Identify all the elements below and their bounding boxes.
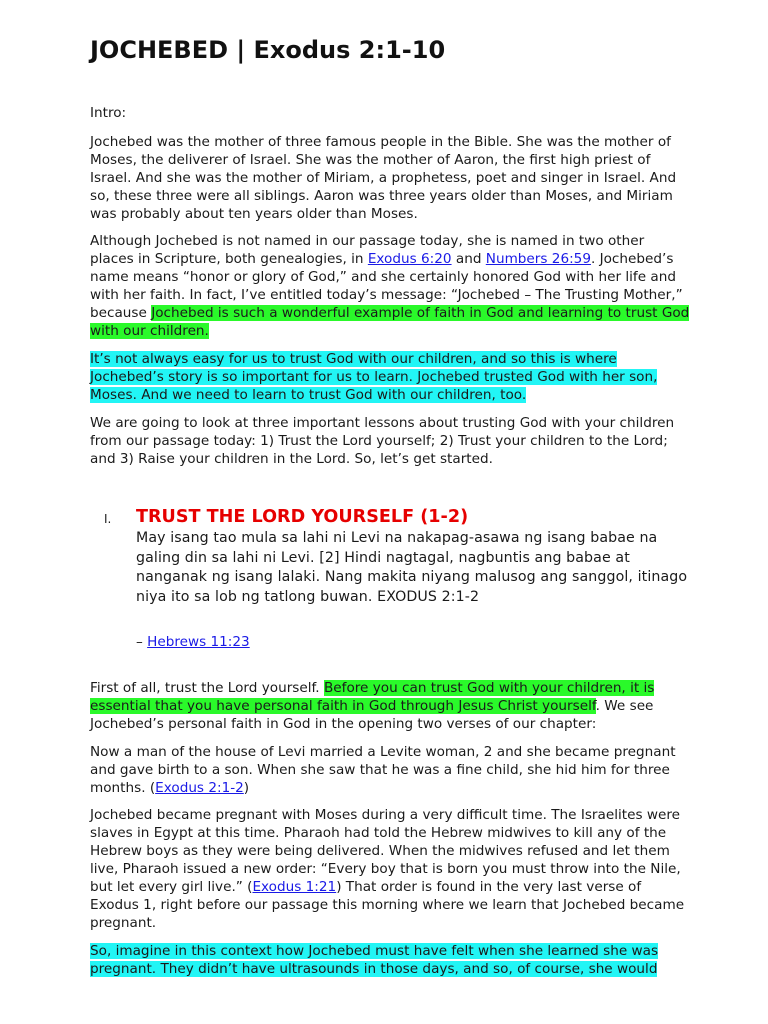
- paragraph-8: [90, 942, 690, 978]
- paragraph-2-highlight: Jochebed is such a wonderful example of faith in God and learning to trust God with our children.: [90, 305, 690, 339]
- link-exodus-2-1-2[interactable]: Exodus 2:1-2: [155, 780, 244, 796]
- paragraph-2-text-b: and: [451, 251, 486, 267]
- paragraph-1: Jochebed was the mother of three famous people in the Bible. She was the mother of Moses, the deliverer of Israel. She was the mother of Aaron, the first high priest of Israel. And she was the mother of Miriam, a prophetess, poet and singer in Israel. And so, these three were all siblings. Aaron was three years older than Moses, and Miriam was probably about ten years older than Moses.: [90, 134, 677, 222]
- paragraph-7: [90, 806, 690, 932]
- section-1-reference: [136, 633, 250, 651]
- document-title: JOCHEBED | Exodus 2:1-10: [90, 36, 446, 64]
- section-1-numeral: I.: [104, 512, 112, 526]
- section-1-scripture: May isang tao mula sa lahi ni Levi na nakapag-asawa ng isang babae na galing din sa lahi ni Levi. [2] Hindi nagtagal, nagbuntis ang babae at nanganak ng isang lalaki. Nang makita niyang malusog ang sanggol, itinago niya ito sa lob ng tatlong buwan. EXODUS 2:1-2: [136, 530, 688, 605]
- paragraph-8-highlight: So, imagine in this context how Jochebed must have felt when she learned she was pregnant. They didn’t have ultrasounds in those days, and so, of course, she would: [90, 943, 659, 977]
- paragraph-2-text-a: Although Jochebed is not named in our passage today, she is named in two other places in Scripture, both genealogies, in: [90, 233, 645, 267]
- paragraph-7-text-a: Jochebed became pregnant with Moses during a very difficult time. The Israelites were slaves in Egypt at this time. Pharaoh had told the Hebrew midwives to kill any of the Hebrew boys as they were being delivered. When the midwives refused and let them live, Pharaoh issued a new order: “Every boy that is born you must throw into the Nile, but let every girl live.” (: [90, 807, 681, 895]
- link-exodus-1-21[interactable]: Exodus 1:21: [252, 879, 337, 895]
- paragraph-6-text-a: Now a man of the house of Levi married a Levite woman, 2 and she became pregnant and gave birth to a son. When she saw that he was a fine child, she hid him for three months. (: [90, 744, 676, 796]
- link-exodus-6-20[interactable]: Exodus 6:20: [367, 251, 452, 267]
- paragraph-7-text-b: ) That order is found in the very last verse of Exodus 1, right before our passage this morning where we learn that Jochebed became pregnant.: [90, 879, 685, 931]
- paragraph-5: [90, 679, 690, 733]
- paragraph-5-text-a: First of all, trust the Lord yourself.: [90, 680, 324, 696]
- paragraph-3-highlight: It’s not always easy for us to trust God with our children, and so this is where Jochebed’s story is so important for us to learn. Jochebed trusted God with her son, Moses. And we need to learn to trust God with our children, too.: [90, 351, 658, 403]
- paragraph-5-text-b: . We see Jochebed’s personal faith in God in the opening two verses of our chapter:: [90, 698, 654, 732]
- reference-dash: –: [136, 634, 148, 650]
- paragraph-2-text-c: . Jochebed’s name means “honor or glory of God,” and she certainly honored God with her life and with her faith. In fact, I’ve entitled today’s message: “Jochebed – The Trusting Mother,” because: [90, 251, 683, 321]
- paragraph-5-highlight: Before you can trust God with your children, it is essential that you have personal faith in God through Jesus Christ yourself: [90, 680, 655, 714]
- section-1-heading: TRUST THE LORD YOURSELF (1-2): [136, 507, 469, 527]
- paragraph-6-text-b: ): [243, 780, 250, 796]
- paragraph-3: [90, 350, 690, 404]
- paragraph-4: We are going to look at three important lessons about trusting God with your children from our passage today: 1) Trust the Lord yourself; 2) Trust your children to the Lord; and 3) Raise your children in the Lord. So, let’s get started.: [90, 415, 675, 467]
- paragraph-2: [90, 232, 690, 340]
- paragraph-6: [90, 743, 690, 797]
- intro-label: Intro:: [90, 105, 127, 121]
- link-numbers-26-59[interactable]: Numbers 26:59: [485, 251, 591, 267]
- link-hebrews-11-23[interactable]: Hebrews 11:23: [147, 634, 250, 650]
